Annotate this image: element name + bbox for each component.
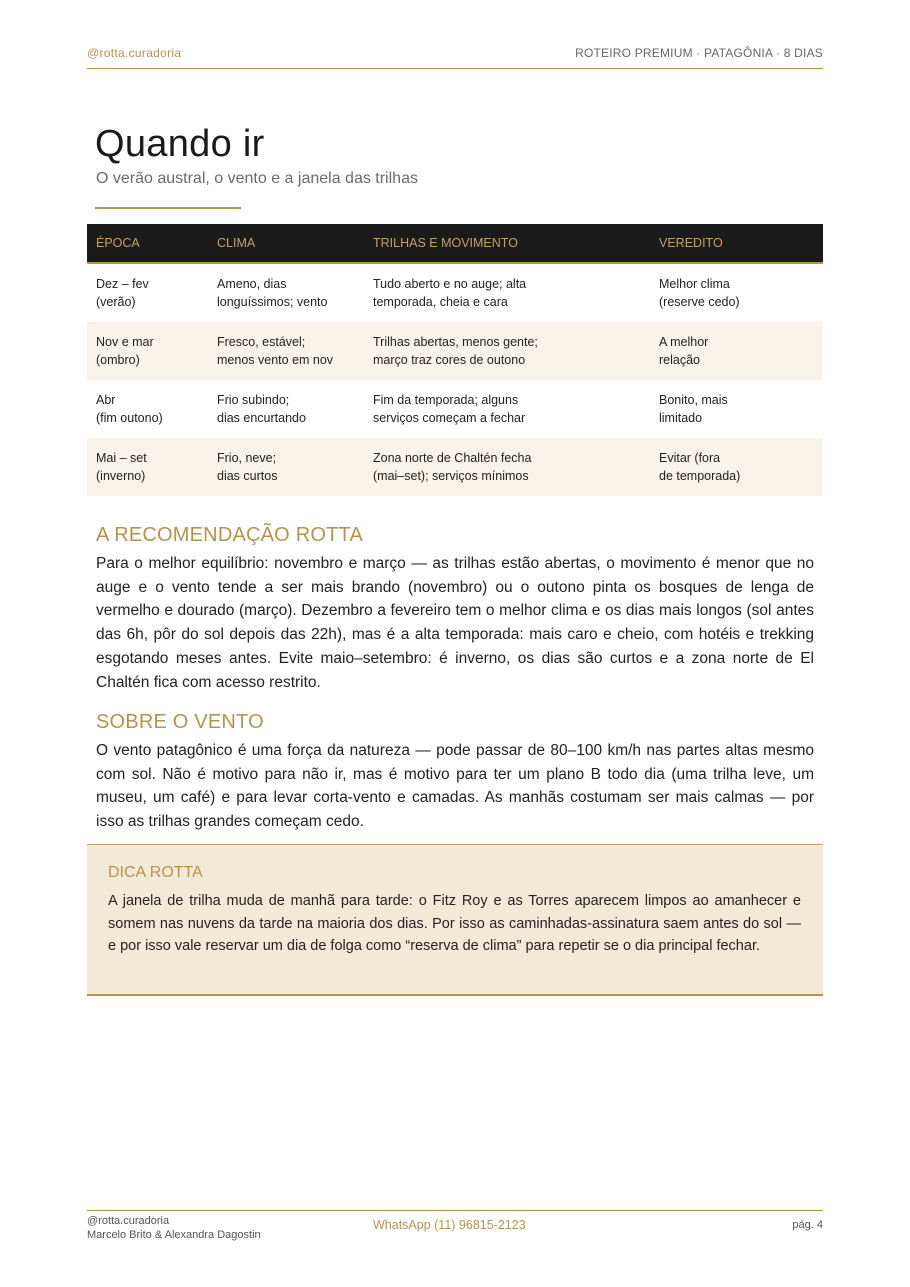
brand-handle: @rotta.curadoria <box>87 46 182 60</box>
page-title: Quando ir <box>95 123 265 165</box>
cell-trilhas: Trilhas abertas, menos gente; março traz cores de outono <box>364 322 650 380</box>
season-table <box>87 224 823 496</box>
recommendation-heading: A RECOMENDAÇÃO ROTTA <box>96 524 363 546</box>
table-row <box>87 322 823 380</box>
cell-clima: Fresco, estável; menos vento em nov <box>208 322 364 380</box>
cell-veredito: Bonito, mais limitado <box>659 393 728 425</box>
table-row <box>87 438 823 496</box>
cell-clima: Ameno, dias longuíssimos; vento <box>217 277 328 309</box>
wind-text: O vento patagônico é uma força da natureza — pode passar de 80–100 km/h nas partes altas mesmo com sol. Não é motivo para não ir, mas é motivo para ter um plano B todo dia (uma trilha leve, um museu, um café) e para levar corta-vento e camadas. As manhãs costumam ser mais calmas — por isso as trilhas grandes começam cedo. <box>96 742 814 831</box>
cell-veredito: Evitar (fora de temporada) <box>650 438 823 496</box>
column-header-trilhas: TRILHAS E MOVIMENTO <box>364 224 650 263</box>
cell-veredito: Melhor clima (reserve cedo) <box>659 277 740 309</box>
tip-heading: DICA ROTTA <box>108 864 203 881</box>
cell-trilhas: Fim da temporada; alguns serviços começam a fechar <box>373 393 526 425</box>
cell-epoca: Mai – set (inverno) <box>87 438 208 496</box>
table-header-row <box>87 224 823 263</box>
footer-handle: @rotta.curadoria <box>87 1215 170 1227</box>
page-number: pág. 4 <box>792 1219 823 1231</box>
cell-trilhas: Zona norte de Chaltén fecha (mai–set); serviços mínimos <box>364 438 650 496</box>
column-header-clima: CLIMA <box>208 224 364 263</box>
cell-trilhas: Tudo aberto e no auge; alta temporada, cheia e cara <box>373 277 527 309</box>
tip-text: A janela de trilha muda de manhã para tarde: o Fitz Roy e as Torres aparecem limpos ao amanhecer e somem nas nuvens da tarde na maioria dos dias. Por isso as caminhadas-assinatura saem antes do sol — e por isso vale reservar um dia de folga como “reserva de clima” para repetir se o dia principal fechar. <box>108 893 801 954</box>
footer-authors: Marcelo Brito & Alexandra Dagostin <box>87 1229 261 1241</box>
recommendation-text: Para o melhor equilíbrio: novembro e março — as trilhas estão abertas, o movimento é menor que no auge e o vento tende a ser mais brando (novembro) ou o outono pinta os bosques de lenga de vermelho e dourado (março). Dezembro a fevereiro tem o melhor clima e os dias mais longos (sol antes das 6h, pôr do sol depois das 22h), mas é a alta temporada: mais caro e cheio, com hotéis e trekking esgotando meses antes. Evite maio–setembro: é inverno, os dias são curtos e a zona norte de El Chaltén fica com acesso restrito. <box>96 555 814 691</box>
table-row <box>87 380 823 438</box>
tip-box <box>87 844 823 996</box>
cell-epoca: Abr (fim outono) <box>96 393 163 425</box>
table-row <box>87 263 823 322</box>
footer-credits <box>87 1214 261 1242</box>
cell-clima: Frio subindo; dias encurtando <box>217 393 306 425</box>
page-header <box>87 46 823 69</box>
footer-whatsapp: WhatsApp (11) 96815-2123 <box>373 1218 526 1232</box>
cell-veredito: A melhor relação <box>650 322 823 380</box>
title-divider <box>95 207 241 209</box>
cell-epoca: Nov e mar (ombro) <box>87 322 208 380</box>
column-header-veredito: VEREDITO <box>650 224 823 263</box>
page-subtitle: O verão austral, o vento e a janela das trilhas <box>96 170 418 187</box>
document-label: ROTEIRO PREMIUM · PATAGÔNIA · 8 DIAS <box>575 46 823 60</box>
wind-heading: SOBRE O VENTO <box>96 711 264 733</box>
column-header-epoca: ÉPOCA <box>87 224 208 263</box>
cell-epoca: Dez – fev (verão) <box>96 277 149 309</box>
page-footer <box>87 1210 823 1243</box>
cell-clima: Frio, neve; dias curtos <box>208 438 364 496</box>
